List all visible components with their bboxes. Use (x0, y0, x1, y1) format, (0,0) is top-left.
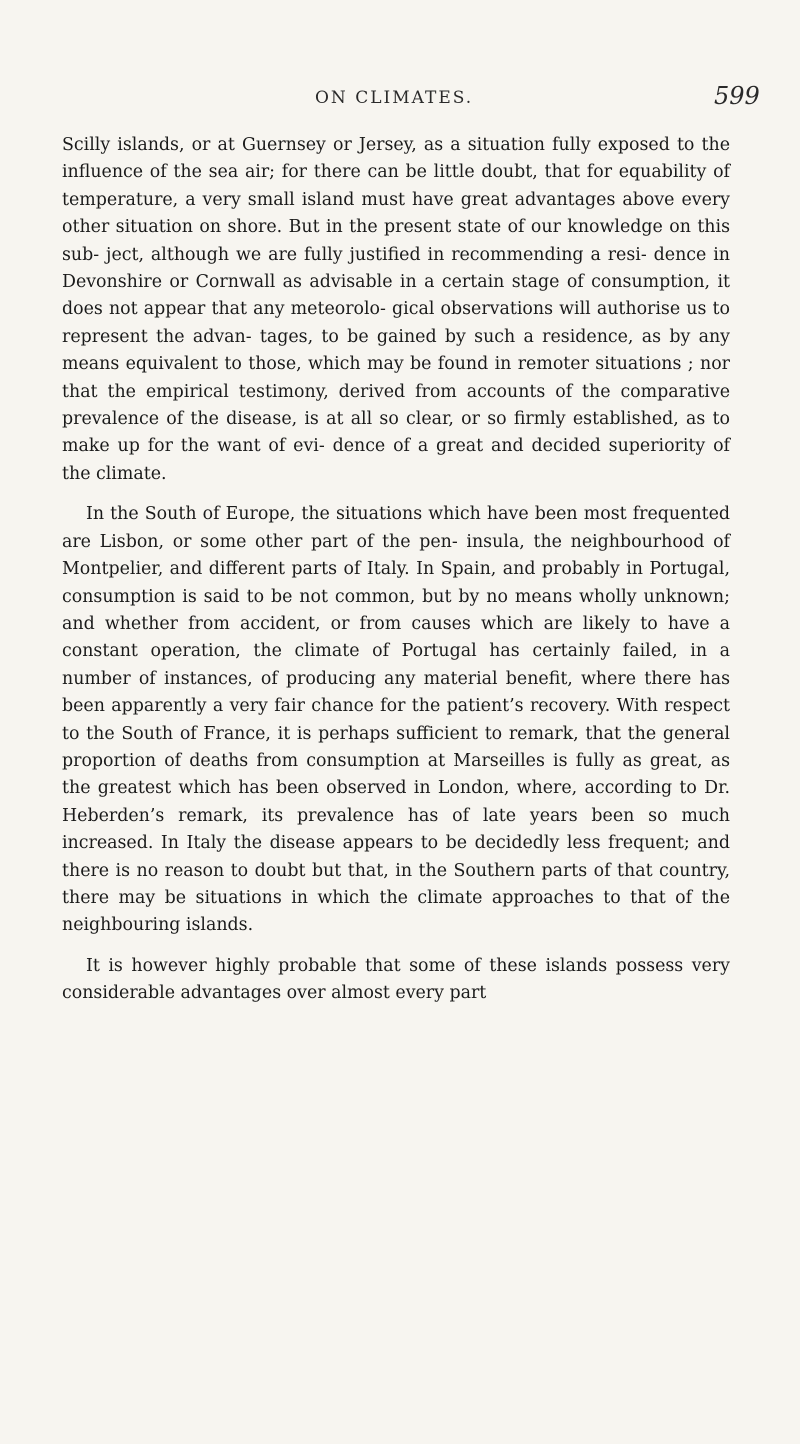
page-number: 599 (714, 82, 760, 110)
paragraph-continuation: Scilly islands, or at Guernsey or Jersey, as a situation fully exposed to the influence of the sea air; for there can be little doubt, that for equability of temperature, a very small island must have great advantages above every other situation on shore. But in the present state of our knowledge on this sub- ject, although we are fully justified in recommending a resi- dence in Devonshire or Cornwall as advisable in a certain stage of consumption, it does not appear that any meteorolo- gical observations will authorise us to represent the advan- tages, to be gained by such a residence, as by any means equivalent to those, which may be found in remoter situations ; nor that the empirical testimony, derived from accounts of the comparative prevalence of the disease, is at all so clear, or so firmly established, as to make up for the want of evi- dence of a great and decided superiority of the climate. (62, 135, 730, 484)
paragraph-islands: It is however highly probable that some of these islands possess very considerable advantages over almost every part (62, 955, 730, 1004)
running-title: ON CLIMATES. (315, 88, 474, 108)
body-text (62, 132, 730, 1008)
running-head (0, 82, 800, 112)
paragraph-south-of-europe: In the South of Europe, the situations which have been most frequented are Lisbon, or some other part of the pen- insula, the neighbourhood of Montpelier, and different parts of Italy. In Spain, and probably in Portugal, consumption is said to be not common, but by no means wholly unknown; and whether from accident, or from causes which are likely to have a constant operation, the climate of Portugal has certainly failed, in a number of instances, of producing any material benefit, where there has been apparently a very fair chance for the patient’s recovery. With respect to the South of France, it is perhaps sufficient to remark, that the general proportion of deaths from consumption at Marseilles is fully as great, as the greatest which has been observed in London, where, according to Dr. Heberden’s remark, its prevalence has of late years been so much increased. In Italy the disease appears to be decidedly less frequent; and there is no reason to doubt but that, in the Southern parts of that country, there may be situations in which the climate approaches to that of the neighbouring islands. (62, 504, 730, 936)
